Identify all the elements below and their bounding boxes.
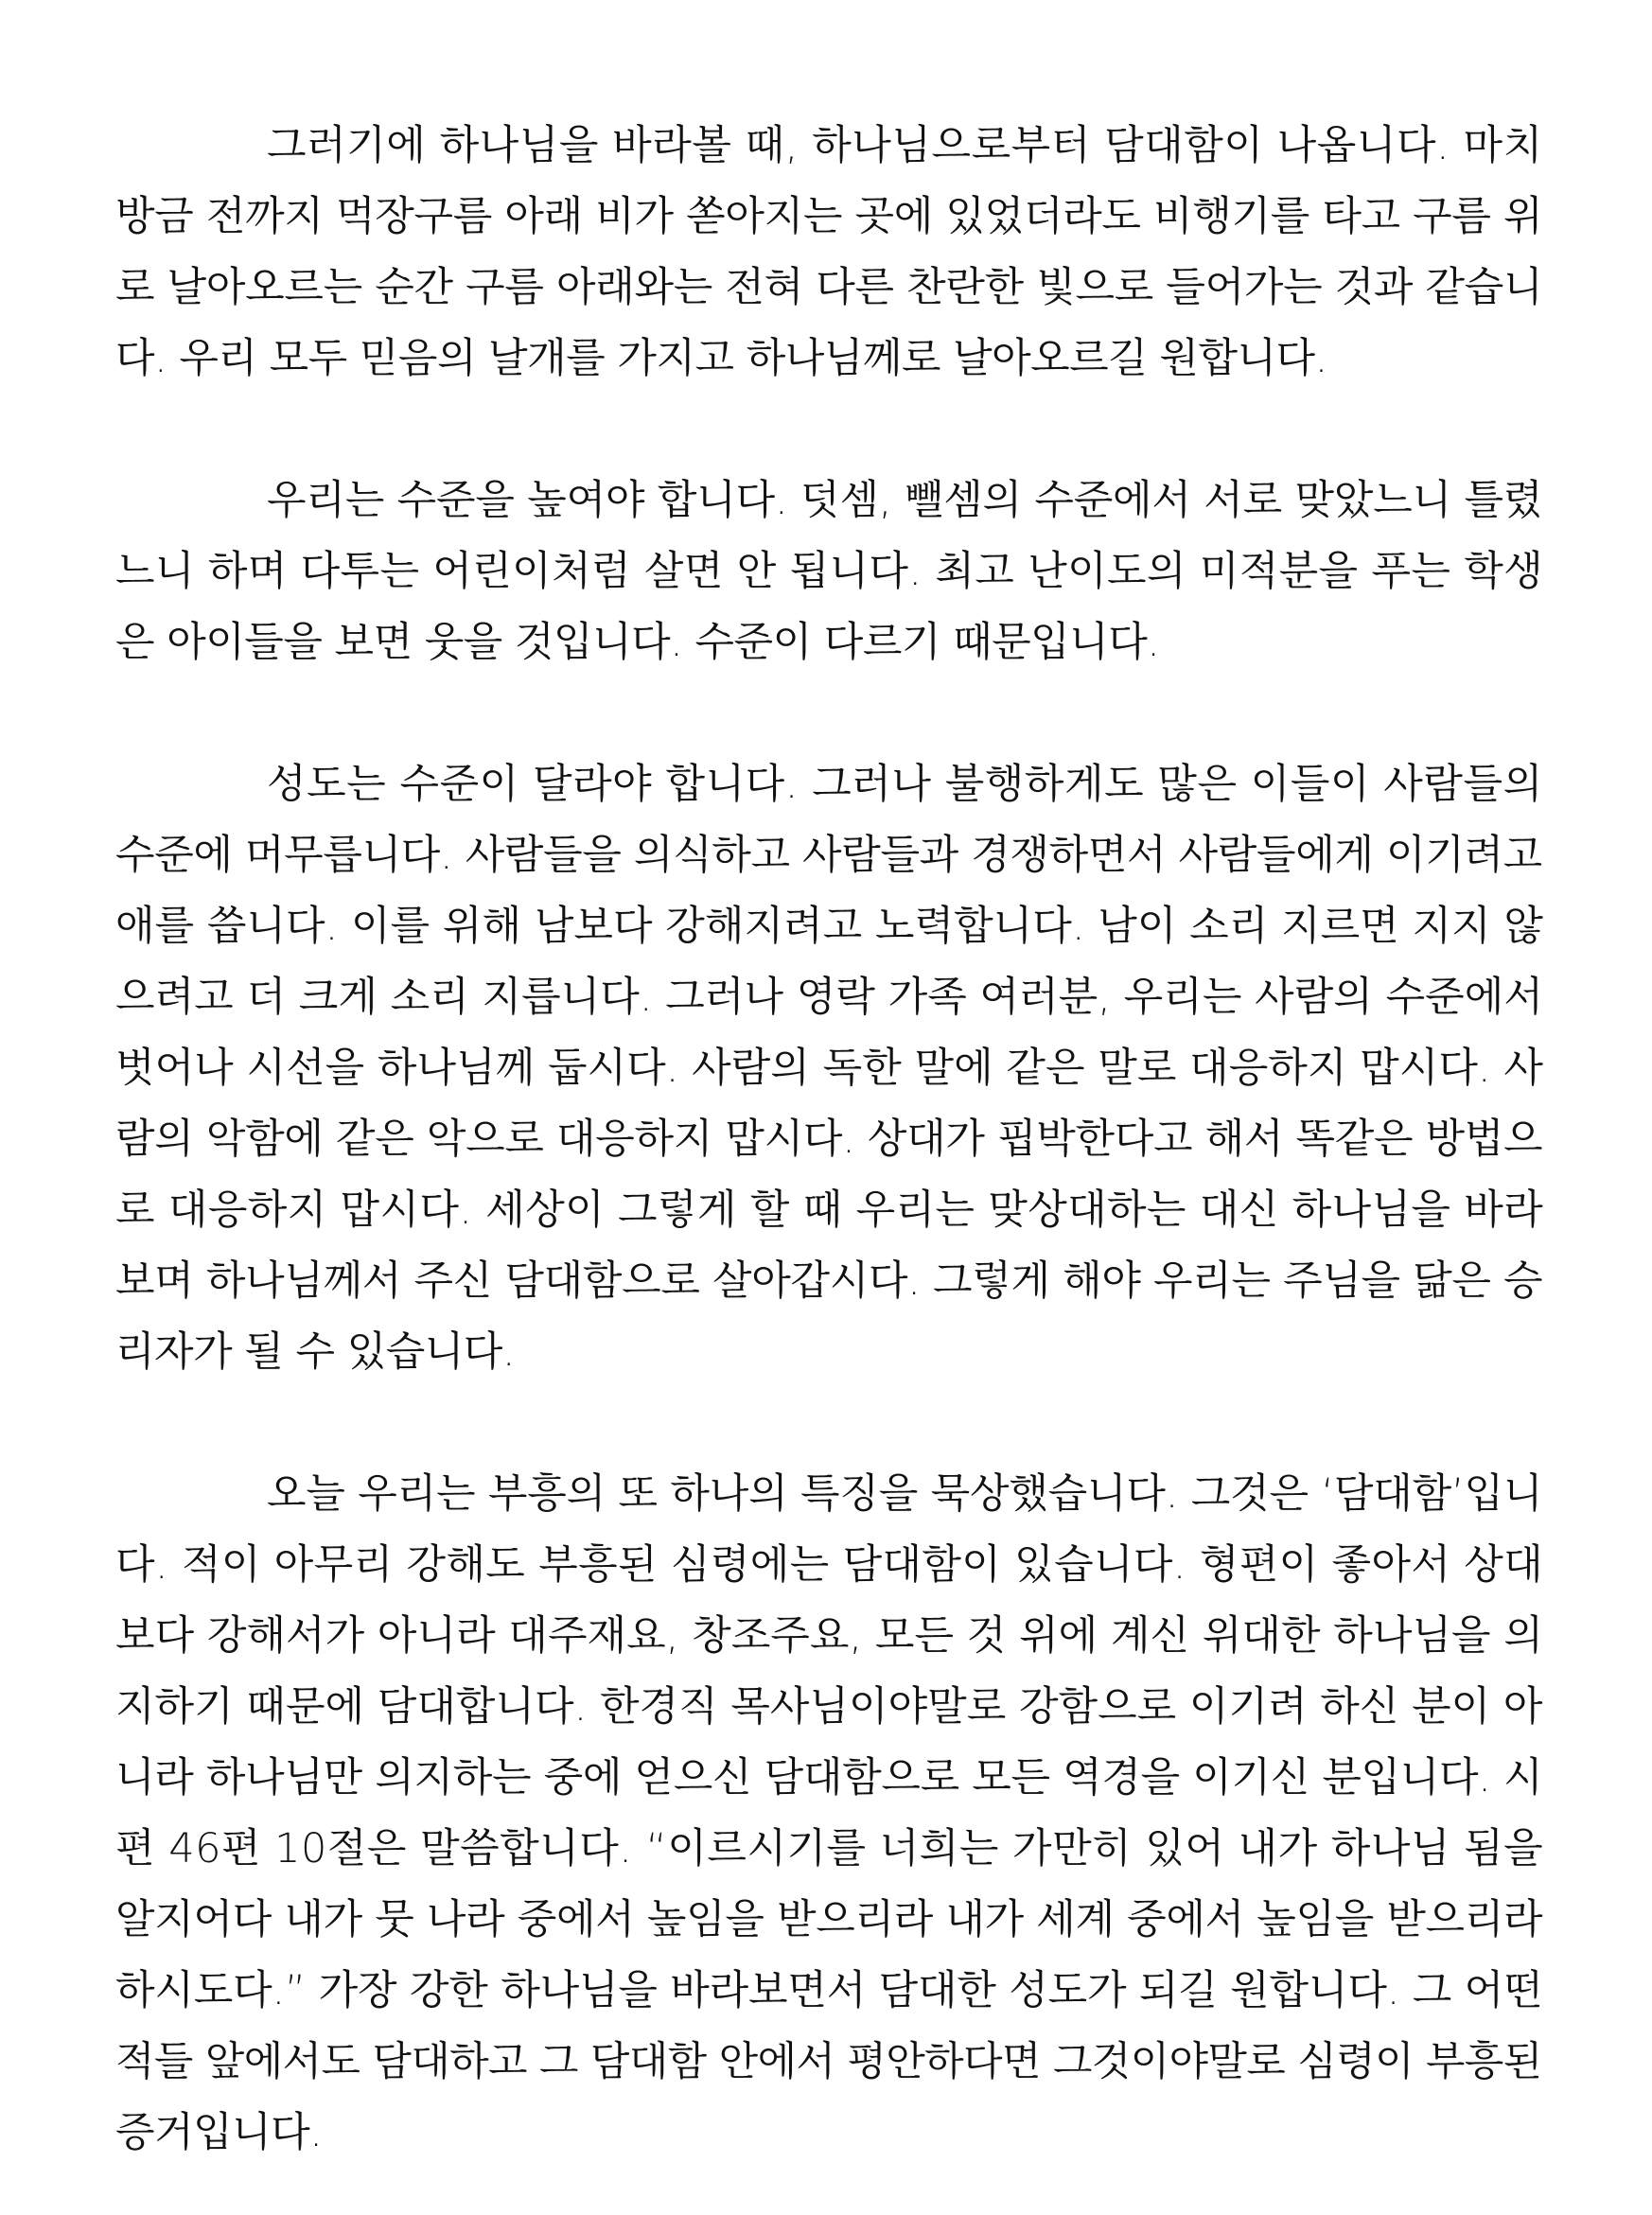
text-line: 은 아이들을 보면 웃을 것입니다. 수준이 다르기 때문입니다. [115,619,1160,666]
text-line: 니라 하나님만 의지하는 중에 얻으신 담대함으로 모든 역경을 이기신 분입니다. 시 [115,1754,1543,1802]
text-line: 보다 강해서가 아니라 대주재요, 창조주요, 모든 것 위에 계신 위대한 하나님을 의 [115,1612,1543,1660]
text-line: 증거입니다. [115,2109,323,2156]
text-line: 람의 악함에 같은 악으로 대응하지 맙시다. 상대가 핍박한다고 해서 똑같은 방법으 [115,1116,1543,1163]
text-line: 하시도다.” 가장 강한 하나님을 바라보면서 담대한 성도가 되길 원합니다. 그 어떤 [115,1967,1543,2014]
text-line: 수준에 머무릅니다. 사람들을 의식하고 사람들과 경쟁하면서 사람들에게 이기려고 [115,832,1542,879]
text-line: 우리는 수준을 높여야 합니다. 덧셈, 뺄셈의 수준에서 서로 맞았느니 틀렸 [267,477,1543,524]
text-line: 보며 하나님께서 주신 담대함으로 살아갑시다. 그렇게 해야 우리는 주님을 닮은 승 [115,1257,1543,1305]
text-line: 리자가 될 수 있습니다. [115,1328,516,1376]
text-line: 성도는 수준이 달라야 합니다. 그러나 불행하게도 많은 이들이 사람들의 [267,761,1543,808]
text-line: 으려고 더 크게 소리 지릅니다. 그러나 영락 가족 여러분, 우리는 사람의 수준에서 [115,974,1543,1021]
paragraph-4 [115,1459,1542,2169]
text-line: 편 46편 10절은 말씀합니다. “이르시기를 너희는 가만히 있어 내가 하나님 됨을 [115,1825,1544,1872]
paragraph-3 [115,749,1542,1388]
text-line: 알지어다 내가 뭇 나라 중에서 높임을 받으리라 내가 세계 중에서 높임을 받으리라 [115,1896,1543,1943]
text-line: 로 날아오르는 순간 구름 아래와는 전혀 다른 찬란한 빛으로 들어가는 것과 같습니 [115,264,1543,311]
paragraph-1 [115,111,1542,395]
text-line: 애를 씁니다. 이를 위해 남보다 강해지려고 노력합니다. 남이 소리 지르면 지지 않 [115,903,1543,950]
text-line: 다. 적이 아무리 강해도 부흥된 심령에는 담대함이 있습니다. 형편이 좋아서 상대 [115,1541,1544,1589]
text-line: 느니 하며 다투는 어린이처럼 살면 안 됩니다. 최고 난이도의 미적분을 푸는 학생 [115,548,1544,595]
text-line: 방금 전까지 먹장구름 아래 비가 쏟아지는 곳에 있었더라도 비행기를 타고 구름 위 [115,193,1543,240]
paragraph-2 [115,466,1542,678]
text-line: 오늘 우리는 부흥의 또 하나의 특징을 묵상했습니다. 그것은 ‘담대함’입니 [267,1470,1543,1518]
text-line: 로 대응하지 맙시다. 세상이 그렇게 할 때 우리는 맞상대하는 대신 하나님을 바라 [115,1187,1544,1234]
text-line: 벗어나 시선을 하나님께 둡시다. 사람의 독한 말에 같은 말로 대응하지 맙시다. 사 [115,1045,1543,1092]
text-line: 그러기에 하나님을 바라볼 때, 하나님으로부터 담대함이 나옵니다. 마치 [267,122,1543,169]
text-line: 적들 앞에서도 담대하고 그 담대함 안에서 평안하다면 그것이야말로 심령이 부흥된 [115,2038,1542,2085]
document-page [115,111,1542,2169]
text-line: 지하기 때문에 담대합니다. 한경직 목사님이야말로 강함으로 이기려 하신 분이 아 [115,1683,1543,1731]
text-line: 다. 우리 모두 믿음의 날개를 가지고 하나님께로 날아오르길 원합니다. [115,335,1327,382]
